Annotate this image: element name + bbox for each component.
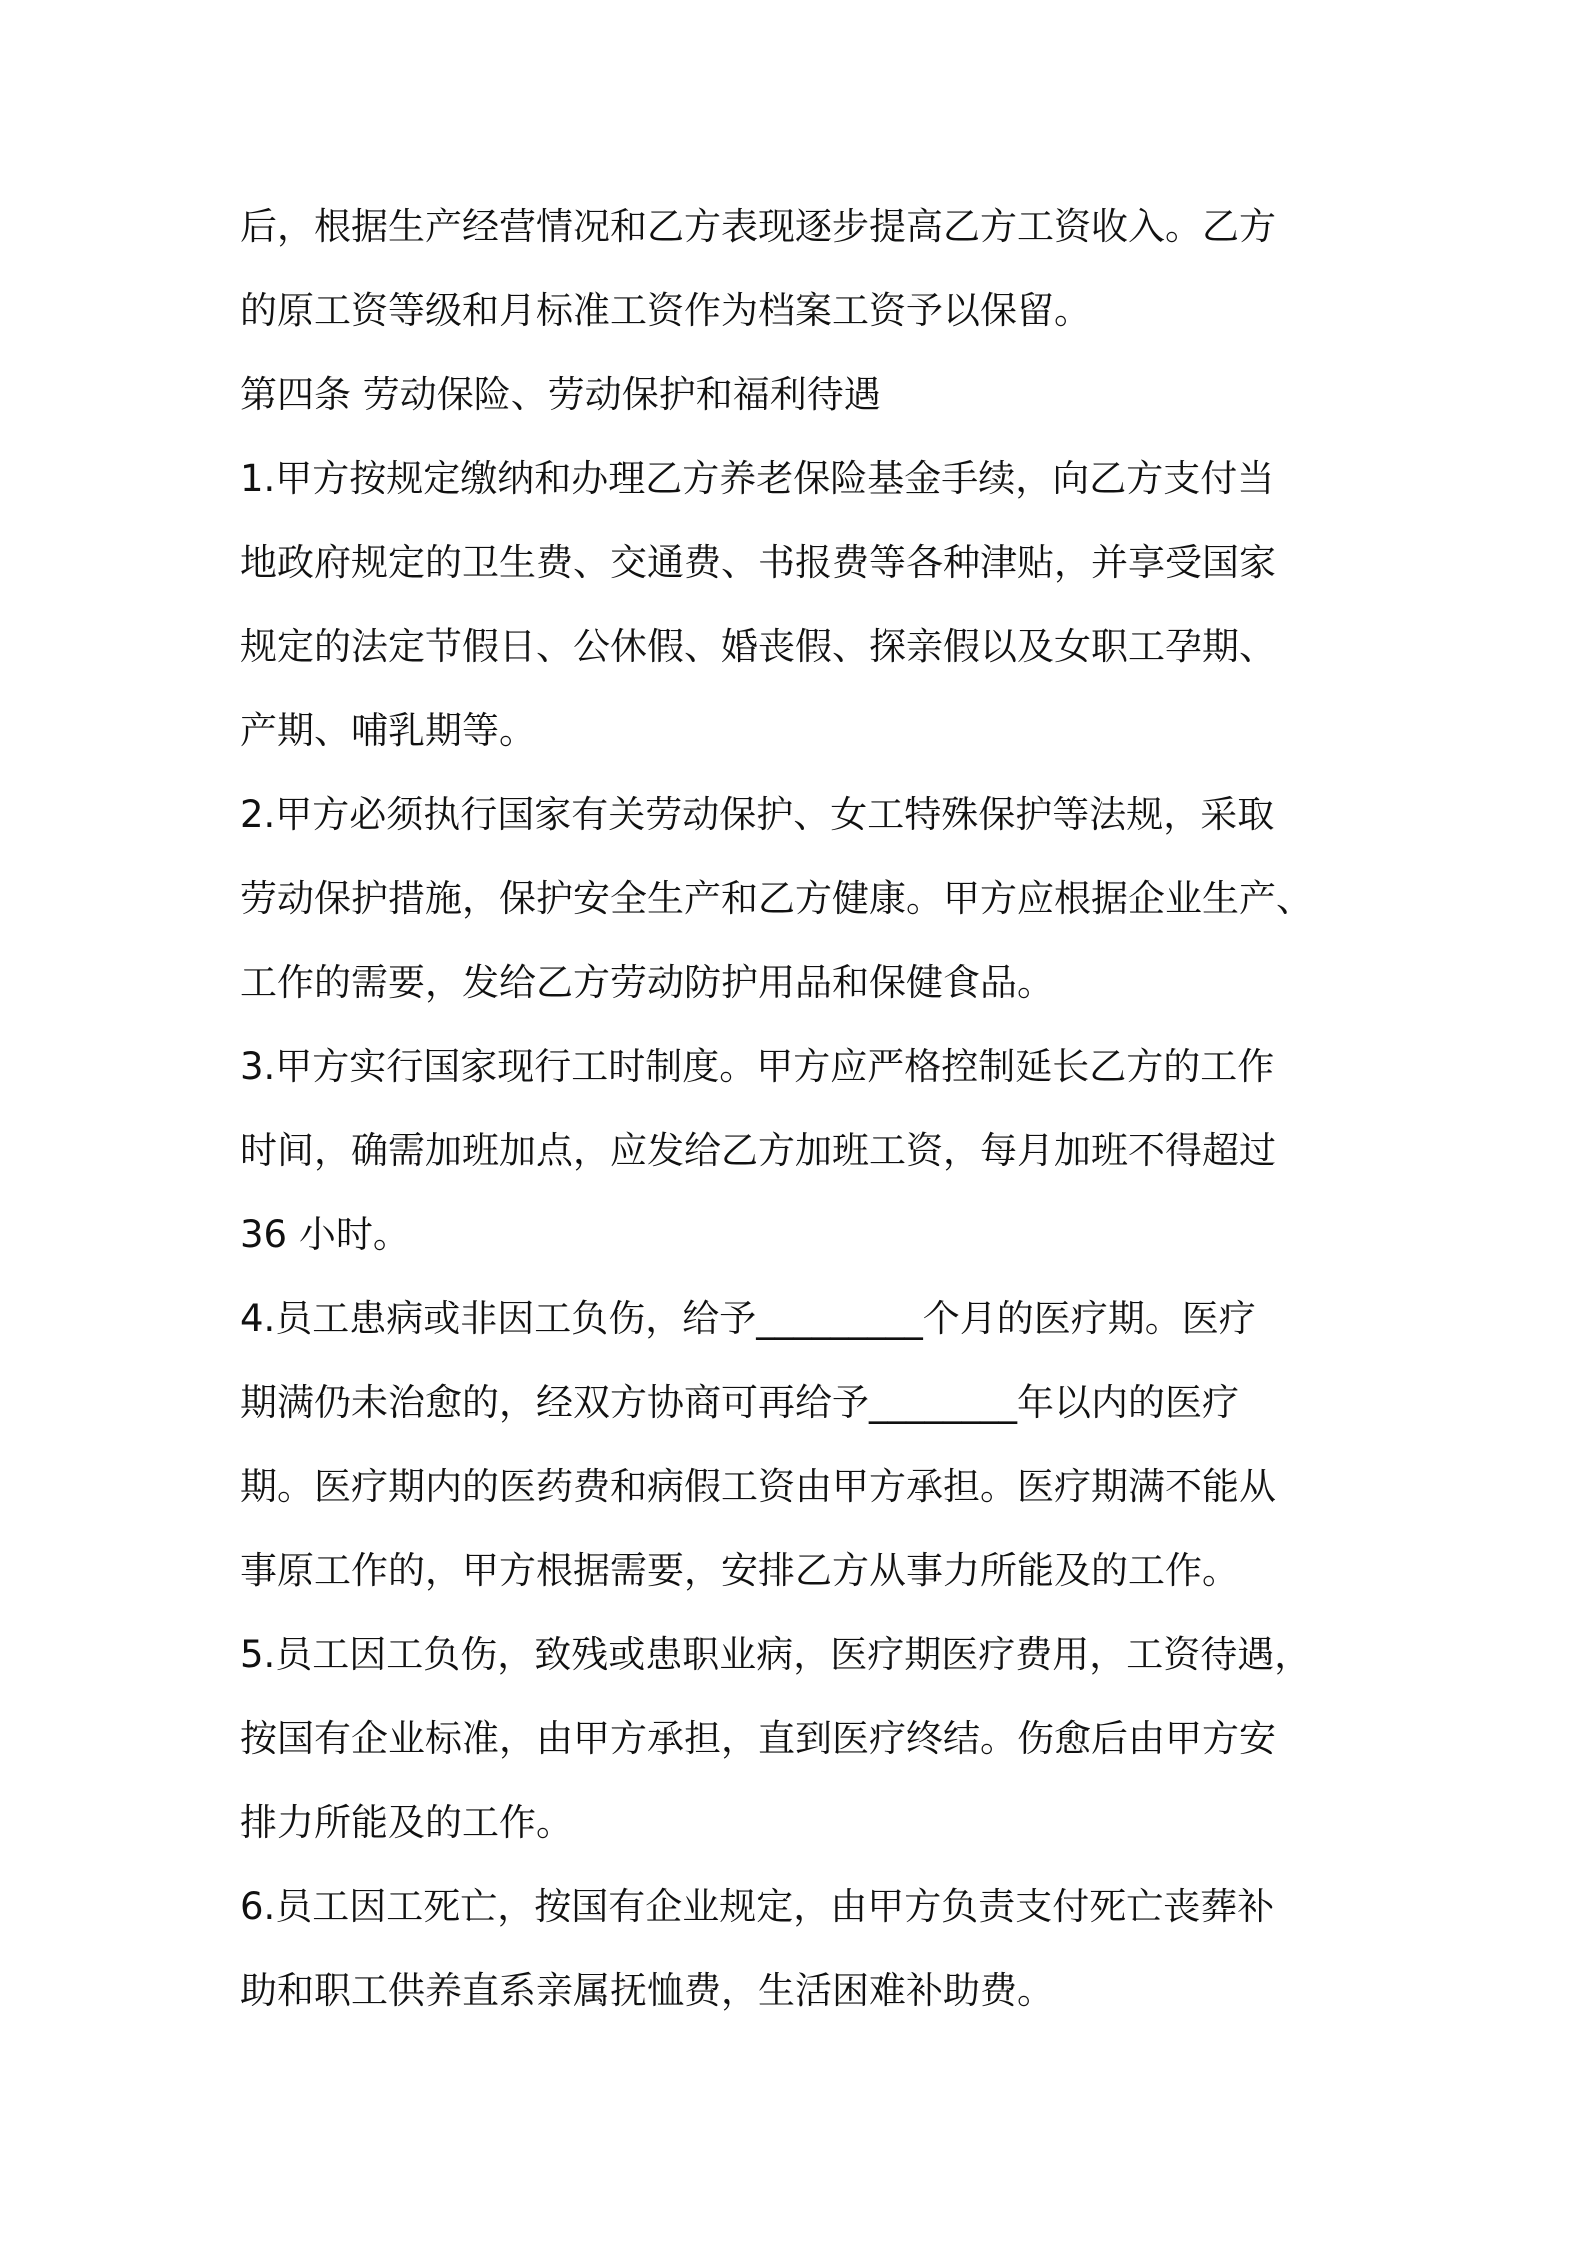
section-heading: 第四条 劳动保险、劳动保护和福利待遇 [240,373,881,416]
text-line: 后，根据生产经营情况和乙方表现逐步提高乙方工资收入。乙方 [240,205,1276,248]
text-line: 事原工作的，甲方根据需要，安排乙方从事力所能及的工作。 [240,1549,1239,1592]
text-line: 产期、哺乳期等。 [240,709,536,752]
text-line: 时间，确需加班加点，应发给乙方加班工资，每月加班不得超过 [240,1129,1276,1172]
text-line: 规定的法定节假日、公休假、婚丧假、探亲假以及女职工孕期、 [240,625,1276,668]
text-line: 地政府规定的卫生费、交通费、书报费等各种津贴，并享受国家 [240,541,1276,584]
text-line: 2.甲方必须执行国家有关劳动保护、女工特殊保护等法规，采取 [240,793,1275,836]
text-line: 5.员工因工负伤，致残或患职业病，医疗期医疗费用，工资待遇， [240,1633,1312,1676]
text-line: 36 小时。 [240,1213,410,1256]
text-line: 期。医疗期内的医药费和病假工资由甲方承担。医疗期满不能从 [240,1465,1276,1508]
text-line: 排力所能及的工作。 [240,1801,573,1844]
text-line: 助和职工供养直系亲属抚恤费，生活困难补助费。 [240,1969,1054,2012]
text-line: 劳动保护措施，保护安全生产和乙方健康。甲方应根据企业生产、 [240,877,1313,920]
text-line: 期满仍未治愈的，经双方协商可再给予________年以内的医疗 [240,1381,1239,1424]
text-line: 工作的需要，发给乙方劳动防护用品和保健食品。 [240,961,1054,1004]
text-line: 按国有企业标准，由甲方承担，直到医疗终结。伤愈后由甲方安 [240,1717,1276,1760]
text-line: 6.员工因工死亡，按国有企业规定，由甲方负责支付死亡丧葬补 [240,1885,1275,1928]
text-line: 1.甲方按规定缴纳和办理乙方养老保险基金手续，向乙方支付当 [240,457,1275,500]
text-line: 3.甲方实行国家现行工时制度。甲方应严格控制延长乙方的工作 [240,1045,1275,1088]
text-line: 的原工资等级和月标准工资作为档案工资予以保留。 [240,289,1091,332]
text-line: 4.员工患病或非因工负伤，给予_________个月的医疗期。医疗 [240,1297,1256,1340]
